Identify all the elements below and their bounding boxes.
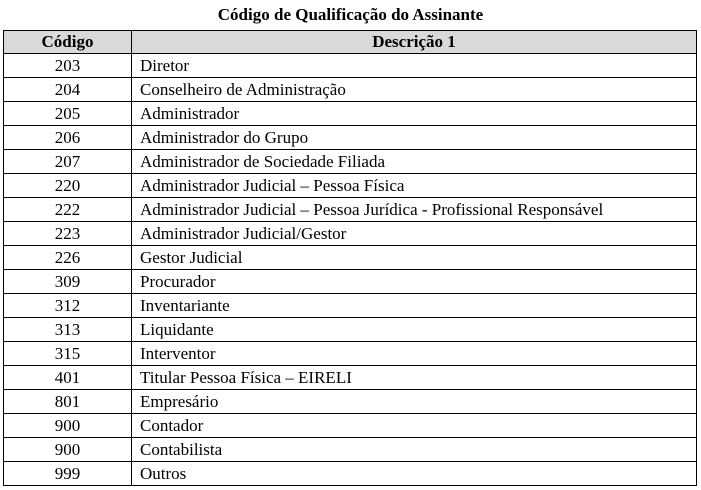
code-cell: 312 [4,294,132,318]
table-row [4,246,697,270]
table-row [4,150,697,174]
description-cell: Outros [132,462,697,486]
table-body [4,54,697,486]
description-cell: Procurador [132,270,697,294]
table-row [4,342,697,366]
description-cell: Conselheiro de Administração [132,78,697,102]
code-cell: 313 [4,318,132,342]
column-header-description: Descrição 1 [132,31,697,54]
table-row [4,366,697,390]
table-row [4,54,697,78]
code-cell: 999 [4,462,132,486]
code-cell: 222 [4,198,132,222]
table-row [4,126,697,150]
code-cell: 900 [4,414,132,438]
qualification-codes-table [3,30,697,486]
description-cell: Administrador Judicial/Gestor [132,222,697,246]
code-cell: 315 [4,342,132,366]
description-cell: Administrador Judicial – Pessoa Física [132,174,697,198]
description-cell: Administrador Judicial – Pessoa Jurídica - Profissional Responsável [132,198,697,222]
table-row [4,414,697,438]
code-cell: 801 [4,390,132,414]
description-cell: Administrador de Sociedade Filiada [132,150,697,174]
description-cell: Diretor [132,54,697,78]
description-cell: Liquidante [132,318,697,342]
table-row [4,462,697,486]
description-cell: Interventor [132,342,697,366]
table-row [4,390,697,414]
table-row [4,102,697,126]
code-cell: 309 [4,270,132,294]
code-cell: 207 [4,150,132,174]
table-row [4,318,697,342]
description-cell: Inventariante [132,294,697,318]
table-row [4,270,697,294]
description-cell: Empresário [132,390,697,414]
column-header-code: Código [4,31,132,54]
code-cell: 226 [4,246,132,270]
table-row [4,438,697,462]
code-cell: 204 [4,78,132,102]
description-cell: Titular Pessoa Física – EIRELI [132,366,697,390]
table-title: Código de Qualificação do Assinante [217,5,484,24]
description-cell: Administrador do Grupo [132,126,697,150]
description-cell: Contabilista [132,438,697,462]
code-cell: 205 [4,102,132,126]
code-cell: 900 [4,438,132,462]
code-cell: 220 [4,174,132,198]
table-row [4,222,697,246]
code-cell: 223 [4,222,132,246]
description-cell: Administrador [132,102,697,126]
table-row [4,198,697,222]
code-cell: 206 [4,126,132,150]
table-row [4,174,697,198]
table-header-row [4,31,697,54]
description-cell: Gestor Judicial [132,246,697,270]
code-cell: 401 [4,366,132,390]
table-row [4,294,697,318]
description-cell: Contador [132,414,697,438]
code-cell: 203 [4,54,132,78]
table-row [4,78,697,102]
